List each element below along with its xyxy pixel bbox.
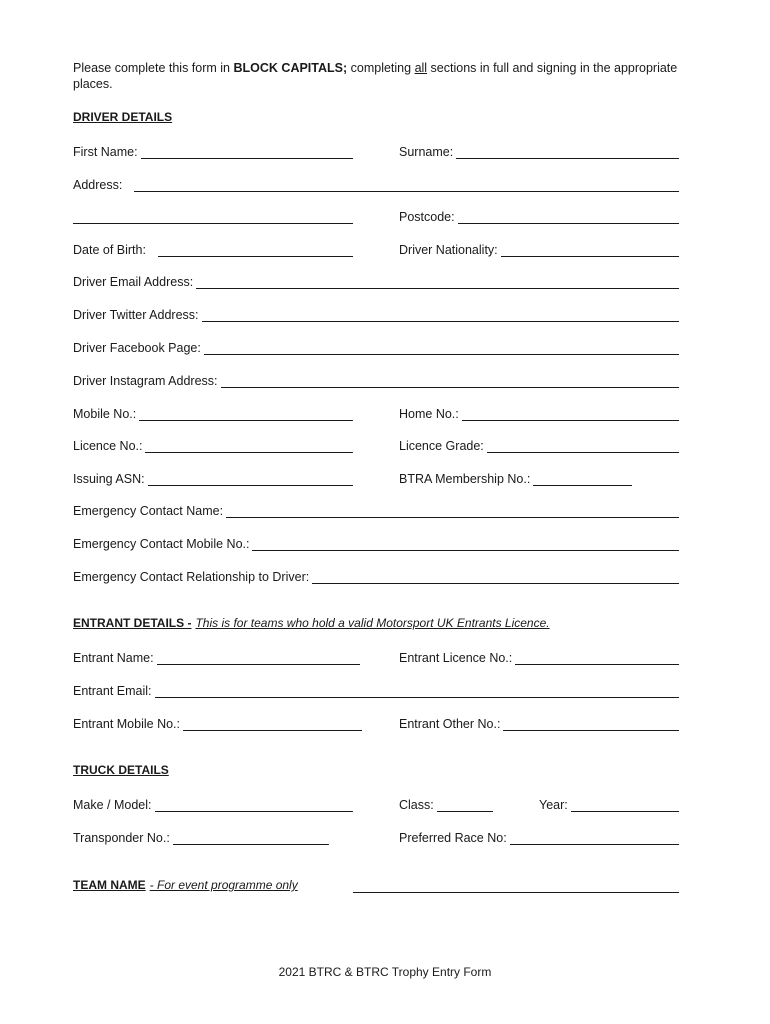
first-name-field[interactable] [73,143,353,159]
surname-label: Surname: [399,145,454,159]
form-instructions [73,60,703,92]
driver-facebook-field[interactable] [73,339,679,355]
first-name-label: First Name: [73,145,138,159]
mobile-number-line[interactable] [139,408,353,421]
year-line[interactable] [571,799,679,812]
entrant-licence-number-line[interactable] [515,652,679,665]
transponder-number-field[interactable] [73,829,329,845]
address-line-2-field[interactable] [73,208,353,224]
make-model-line[interactable] [155,799,353,812]
instructions-underlined: all [414,61,428,75]
btra-membership-label: BTRA Membership No.: [399,472,531,486]
preferred-race-number-field[interactable] [399,829,679,845]
address-line-2[interactable] [73,211,353,224]
btra-membership-field[interactable] [399,470,632,486]
driver-details-heading: DRIVER DETAILS [73,110,173,124]
team-name-line[interactable] [353,880,679,893]
surname-field[interactable] [399,143,679,159]
licence-number-line[interactable] [145,440,353,453]
emergency-contact-relationship-label: Emergency Contact Relationship to Driver: [73,570,310,584]
entrant-other-number-line[interactable] [503,718,679,731]
entrant-details-note: This is for teams who hold a valid Motorsport UK Entrants Licence. [195,616,550,630]
team-name-field[interactable] [353,877,679,893]
home-number-label: Home No.: [399,407,459,421]
preferred-race-number-label: Preferred Race No: [399,831,507,845]
postcode-line[interactable] [458,211,679,224]
home-number-field[interactable] [399,405,679,421]
issuing-asn-label: Issuing ASN: [73,472,145,486]
entrant-other-number-label: Entrant Other No.: [399,717,501,731]
emergency-contact-relationship-line[interactable] [312,571,679,584]
issuing-asn-line[interactable] [148,473,353,486]
class-field[interactable] [399,796,493,812]
team-name-heading [73,878,298,892]
instructions-text: Please complete this form in [73,61,234,75]
mobile-number-field[interactable] [73,405,353,421]
year-field[interactable] [539,796,679,812]
emergency-contact-mobile-line[interactable] [252,538,679,551]
team-name-note: - For event programme only [149,878,298,892]
class-line[interactable] [437,799,493,812]
address-line[interactable] [134,179,679,192]
form-footer: 2021 BTRC & BTRC Trophy Entry Form [278,965,492,979]
driver-twitter-line[interactable] [202,309,679,322]
entrant-name-line[interactable] [157,652,360,665]
instructions-emphasis: BLOCK CAPITALS; [233,61,348,75]
entrant-details-dash: - [184,616,192,630]
entrant-details-title: ENTRANT DETAILS [73,616,185,630]
entrant-email-label: Entrant Email: [73,684,152,698]
make-model-label: Make / Model: [73,798,152,812]
entrant-name-field[interactable] [73,649,360,665]
driver-email-label: Driver Email Address: [73,275,194,289]
emergency-contact-name-field[interactable] [73,502,679,518]
emergency-contact-relationship-field[interactable] [73,568,679,584]
driver-instagram-label: Driver Instagram Address: [73,374,218,388]
surname-line[interactable] [456,146,679,159]
postcode-field[interactable] [399,208,679,224]
preferred-race-number-line[interactable] [510,832,679,845]
date-of-birth-line[interactable] [158,244,353,257]
driver-instagram-field[interactable] [73,372,679,388]
licence-grade-line[interactable] [487,440,679,453]
driver-nationality-line[interactable] [501,244,679,257]
transponder-number-label: Transponder No.: [73,831,170,845]
truck-details-heading: TRUCK DETAILS [73,763,169,777]
emergency-contact-mobile-field[interactable] [73,535,679,551]
driver-facebook-label: Driver Facebook Page: [73,341,201,355]
transponder-number-line[interactable] [173,832,329,845]
entrant-mobile-line[interactable] [183,718,362,731]
make-model-field[interactable] [73,796,353,812]
instructions-text: completing [347,61,415,75]
emergency-contact-name-label: Emergency Contact Name: [73,504,224,518]
entrant-other-number-field[interactable] [399,715,679,731]
issuing-asn-field[interactable] [73,470,353,486]
address-label: Address: [73,178,123,192]
entrant-mobile-label: Entrant Mobile No.: [73,717,180,731]
home-number-line[interactable] [462,408,679,421]
first-name-line[interactable] [141,146,353,159]
driver-twitter-label: Driver Twitter Address: [73,308,199,322]
year-label: Year: [539,798,568,812]
emergency-contact-mobile-label: Emergency Contact Mobile No.: [73,537,250,551]
btra-membership-line[interactable] [533,473,632,486]
driver-nationality-field[interactable] [399,241,679,257]
team-name-title: TEAM NAME [73,878,146,892]
date-of-birth-field[interactable] [73,241,353,257]
licence-number-label: Licence No.: [73,439,143,453]
entrant-name-label: Entrant Name: [73,651,154,665]
address-field[interactable] [73,176,679,192]
entrant-details-heading [73,616,550,630]
instructions-text: sections in full and signing in the appropriate places. [73,61,678,91]
entrant-email-field[interactable] [73,682,679,698]
class-label: Class: [399,798,434,812]
emergency-contact-name-line[interactable] [226,505,679,518]
postcode-label: Postcode: [399,210,455,224]
entrant-email-line[interactable] [155,685,679,698]
driver-instagram-line[interactable] [221,375,680,388]
entrant-licence-number-label: Entrant Licence No.: [399,651,513,665]
driver-facebook-line[interactable] [204,342,679,355]
mobile-number-label: Mobile No.: [73,407,137,421]
entrant-licence-number-field[interactable] [399,649,679,665]
date-of-birth-label: Date of Birth: [73,243,146,257]
licence-grade-label: Licence Grade: [399,439,484,453]
driver-nationality-label: Driver Nationality: [399,243,498,257]
driver-email-line[interactable] [196,276,679,289]
licence-grade-field[interactable] [399,437,679,453]
licence-number-field[interactable] [73,437,353,453]
driver-email-field[interactable] [73,273,679,289]
driver-twitter-field[interactable] [73,306,679,322]
entrant-mobile-field[interactable] [73,715,362,731]
